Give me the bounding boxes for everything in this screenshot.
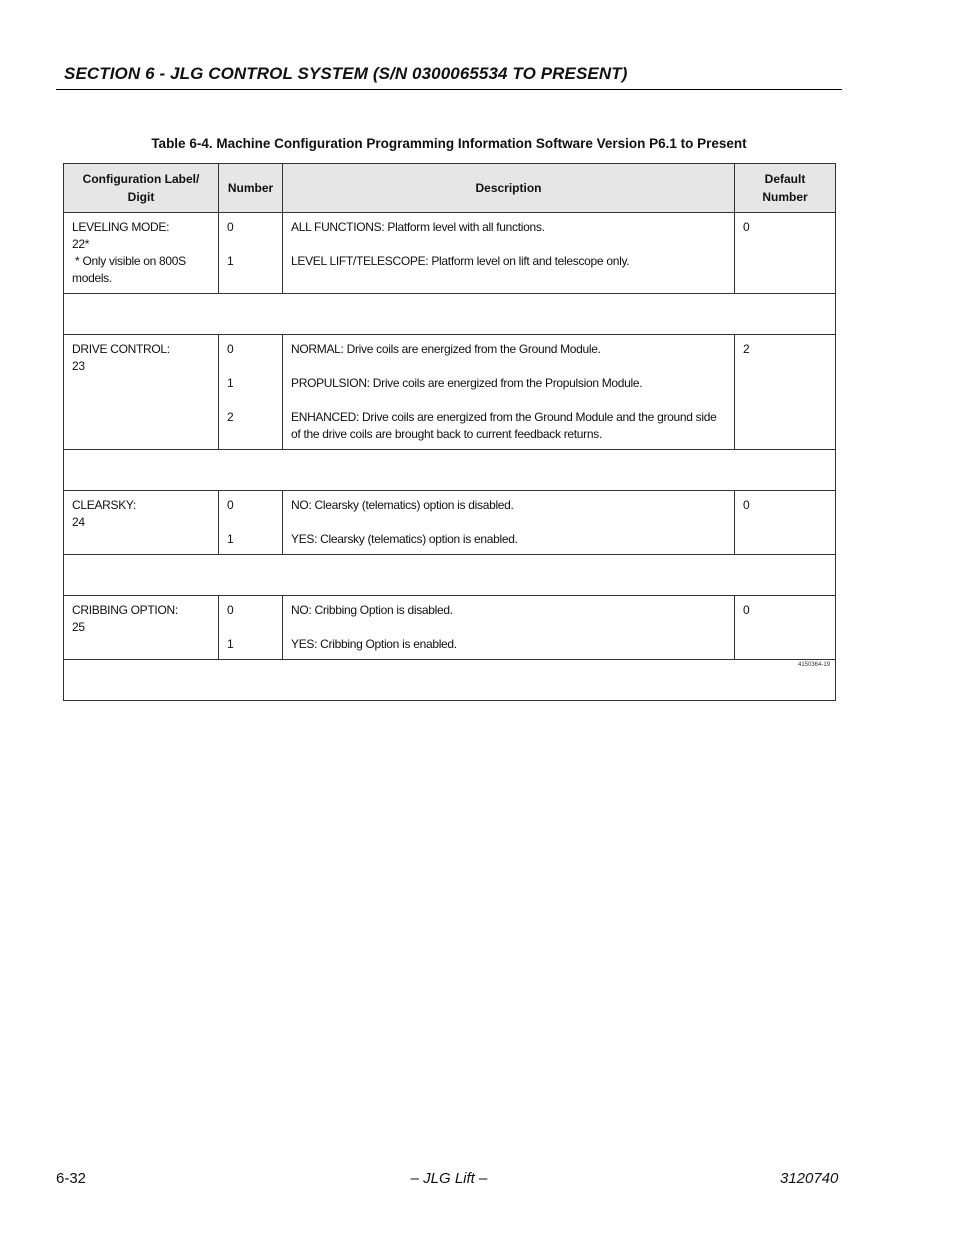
footer-brand: – JLG Lift – xyxy=(410,1170,488,1187)
table-row xyxy=(64,335,836,450)
spacer-row xyxy=(64,450,836,491)
configuration-table xyxy=(63,163,836,701)
table-row xyxy=(64,491,836,555)
description-cell: ALL FUNCTIONS: Platform level with all functions. LEVEL LIFT/TELESCOPE: Platform level on lift and telescope only. xyxy=(283,213,735,294)
spacer-row xyxy=(64,660,836,701)
section-title: SECTION 6 - JLG CONTROL SYSTEM (S/N 0300065534 TO PRESENT) xyxy=(64,64,628,83)
col-description: Description xyxy=(283,164,735,213)
table-row xyxy=(64,213,836,294)
config-label-cell: DRIVE CONTROL: 23 xyxy=(64,335,219,450)
description-cell: NO: Cribbing Option is disabled. YES: Cribbing Option is enabled. xyxy=(283,596,735,660)
default-cell: 0 xyxy=(735,213,836,294)
col-config-label: Configuration Label/ Digit xyxy=(64,164,219,213)
number-cell: 0 1 2 xyxy=(219,335,283,450)
col-number: Number xyxy=(219,164,283,213)
col-default: Default Number xyxy=(735,164,836,213)
spacer-row xyxy=(64,555,836,596)
config-label-cell: CLEARSKY: 24 xyxy=(64,491,219,555)
doc-number: 3120740 xyxy=(780,1170,839,1187)
description-cell: NORMAL: Drive coils are energized from the Ground Module. PROPULSION: Drive coils are energized from the Propulsion Module. ENHANCED: Drive coils are energized from the Ground Module and the ground side of the drive coils are brought back to current feedback returns. xyxy=(283,335,735,450)
table-title: Table 6-4. Machine Configuration Programming Information Software Version P6.1 to Present xyxy=(151,136,747,151)
default-cell: 2 xyxy=(735,335,836,450)
number-cell: 0 1 xyxy=(219,596,283,660)
table-row xyxy=(64,596,836,660)
default-cell: 0 xyxy=(735,491,836,555)
header-rule xyxy=(56,89,842,90)
default-cell: 0 xyxy=(735,596,836,660)
config-label-cell: LEVELING MODE: 22* * Only visible on 800S models. xyxy=(64,213,219,294)
page-number: 6-32 xyxy=(56,1170,87,1187)
number-cell: 0 1 xyxy=(219,213,283,294)
table-header-row xyxy=(64,164,836,213)
spacer-row xyxy=(64,294,836,335)
config-label-cell: CRIBBING OPTION: 25 xyxy=(64,596,219,660)
description-cell: NO: Clearsky (telematics) option is disabled. YES: Clearsky (telematics) option is enabled. xyxy=(283,491,735,555)
number-cell: 0 1 xyxy=(219,491,283,555)
figure-id: 4150364-19 xyxy=(798,662,831,668)
